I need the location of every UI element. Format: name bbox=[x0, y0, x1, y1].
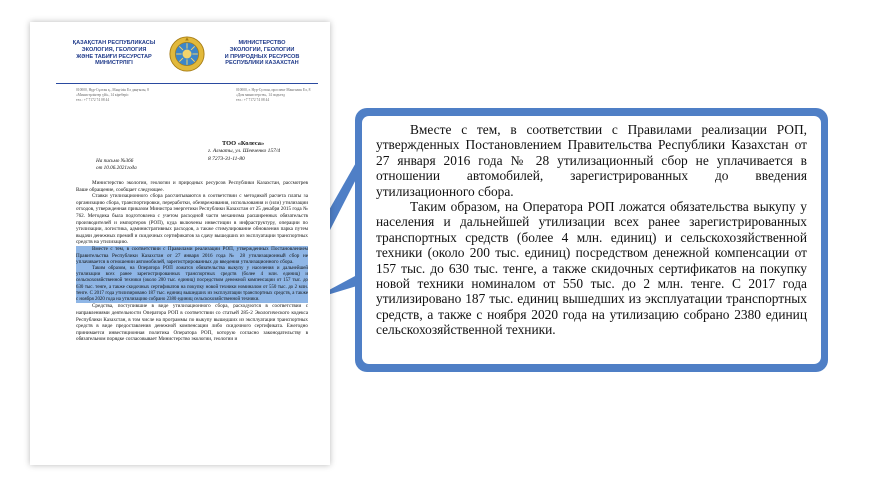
letter-body bbox=[76, 180, 308, 343]
reference-line: от 10.06.2021года bbox=[96, 165, 137, 172]
recipient-name: ТОО «Колеса» bbox=[222, 140, 265, 147]
letter-paragraph: Средства, поступившие в виде утилизационного сбора, расходуются в соответствии с направлениями деятельности Оператора РОП в соответствии со статьей 285-2 Экологического кодекса Республики Казахстан, в том числе на программы по выкупу вышедших из эксплуатации транспортных средств в виде предоставления денежной компенсации либо скидочного сертификата. Ежегодно принимается инвестиционная политика Оператора РОП, которую согласно законодательству в обязательном порядке согласовывает Министерство экологии, геологии и bbox=[76, 303, 308, 343]
callout-box bbox=[355, 108, 828, 372]
recipient-block bbox=[208, 140, 280, 163]
letter-header-left bbox=[58, 40, 170, 67]
callout-paragraph: Таким образом, на Оператора РОП ложатся обязательства выкупу у населения и дальнейшей утилизации всех ранее зарегистрированных транспортных средств (более 4 млн. единиц) и сельскохозяйственной техники (около 200 тыс. единиц) посредством денежной компенсации от 157 тыс. до 630 тыс. тенге, а также скидочных сертификатов на покупку новой техники номиналом от 550 тыс. до 2 млн. тенге. С 2017 года утилизировано 187 тыс. единиц вышедших из эксплуатации транспортных средств, а также с ноября 2020 года на утилизацию собрано 2380 единиц сельскохозяйственной техники. bbox=[376, 199, 807, 338]
address-right-line: тел.: +7 7172 74 08 44 bbox=[236, 97, 270, 102]
letter-header-right bbox=[206, 40, 318, 67]
reference-block bbox=[96, 158, 137, 172]
address-right-line: «Дом министерств», 14 подъезд bbox=[236, 92, 285, 97]
address-right bbox=[236, 88, 330, 103]
callout-text bbox=[376, 122, 807, 338]
header-right-line: РЕСПУБЛИКИ КАЗАХСТАН bbox=[225, 60, 299, 67]
letter-paragraph: Министерство экологии, геологии и природных ресурсов Республики Казахстан, рассмотрев Ваше обращение, сообщает следующее. bbox=[76, 180, 308, 193]
address-right-line: 010000, г. Нур-Султан, проспект Мангилик Ел, 8 bbox=[236, 88, 311, 92]
header-right-line: МИНИСТЕРСТВО bbox=[238, 40, 286, 46]
letterhead-divider bbox=[56, 83, 318, 84]
header-left-line: ЭКОЛОГИЯ, ГЕОЛОГИЯ bbox=[81, 46, 147, 53]
address-left bbox=[76, 88, 186, 103]
address-left-line: «Министрліктер үйі», 14 кіреберіс bbox=[76, 92, 129, 97]
header-left-line: ЖӘНЕ ТАБИҒИ РЕСУРСТАР bbox=[76, 53, 152, 60]
header-left-line: МИНИСТРЛІГІ bbox=[95, 60, 133, 67]
header-right-line: ЭКОЛОГИИ, ГЕОЛОГИИ bbox=[229, 46, 295, 53]
recipient-address: г. Алматы, ул. Шевченко 157/4 bbox=[208, 148, 281, 155]
letter-paragraph-highlighted: Таким образом, на Оператора РОП ложатся обязательства выкупу у населения и дальнейшей утилизации всех ранее зарегистрированных транспортных средств (более 4 млн. единиц) и сельскохозяйственной техники (около 200 тыс. единиц) посредством денежной компенсации от 157 тыс. до 630 тыс. тенге, а также скидочных сертификатов на покупку новой техники номиналом от 550 тыс. до 2 млн. тенге. С 2017 года утилизировано 187 тыс. единиц вышедших из эксплуатации транспортных средств, а также с ноября 2020 года на утилизацию собрано 2380 единиц сельскохозяйственной техники. bbox=[76, 265, 308, 303]
address-left-line: 010000, Нұр-Сұлтан қ., Мәңгілік Ел даңғылы, 8 bbox=[76, 88, 149, 92]
reference-line: На письмо №366 bbox=[96, 158, 134, 164]
state-emblem-icon bbox=[169, 36, 205, 72]
header-left-line: ҚАЗАҚСТАН РЕСПУБЛИКАСЫ bbox=[72, 40, 156, 46]
callout-paragraph: Вместе с тем, в соответствии с Правилами реализации РОП, утвержденных Постановлением Правительства Республики Казахстан от 27 января 2016 года № 28 утилизационный сбор не уплачивается в отношении автомобилей, зарегистрированных до введения утилизационного сбора. bbox=[376, 122, 807, 199]
header-right-line: И ПРИРОДНЫХ РЕСУРСОВ bbox=[224, 53, 300, 60]
address-left-line: тел.: +7 7172 74 08 44 bbox=[76, 97, 110, 102]
callout-panel bbox=[362, 116, 821, 364]
letter-paragraph-highlighted: Вместе с тем, в соответствии с Правилами реализации РОП, утвержденных Постановлением Правительства Республики Казахстан от 27 января 2016 года № 28 утилизационный сбор не уплачивается в отношении автомобилей, зарегистрированных до введения утилизационного сбора. bbox=[76, 245, 308, 266]
letter-paragraph: Ставки утилизационного сбора рассчитываются в соответствии с методикой расчета платы за организацию сбора, транспортировки, переработки, обезвреживания, использования и (или) утилизации отходов, утвержденная приказом Министра энергетики Республики Казахстан от 25 декабря 2015 года № 762. Методика была подготовлена с учетом расходной части механизма расширенных обязательств производителей и импортеров (РОП), куда включены инвестиции в инфраструктуру, операции по утилизации, логистика, административных расходов, а также стимулирование обновления парка путем выдачи денежных премий и скидочных сертификатов за сдачу вышедших из эксплуатации транспортных средств на утилизацию. bbox=[76, 193, 308, 246]
recipient-phone: 8 7273-31-11-80 bbox=[208, 155, 245, 162]
letter-page bbox=[30, 22, 330, 465]
